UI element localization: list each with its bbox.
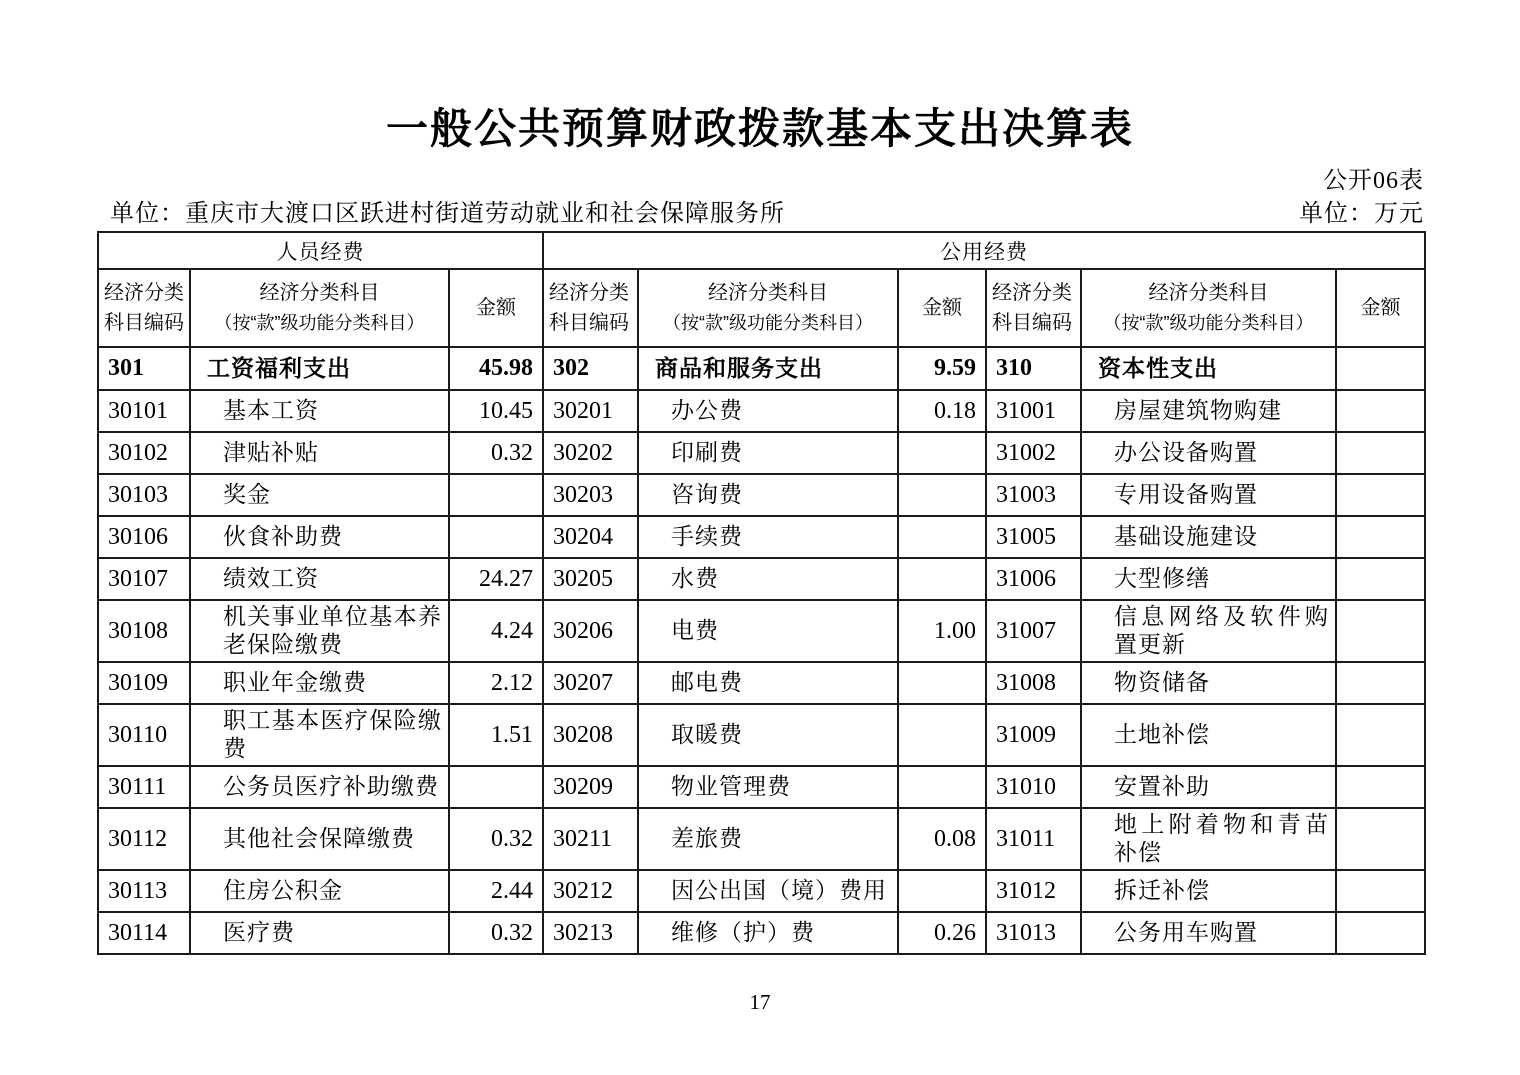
subject-cell: 住房公积金	[190, 870, 449, 912]
amount-cell	[449, 766, 543, 808]
amount-cell: 0.32	[449, 912, 543, 954]
subject-cell: 机关事业单位基本养老保险缴费	[190, 600, 449, 662]
code-cell: 30108	[98, 600, 190, 662]
amount-cell	[1336, 870, 1425, 912]
amount-cell	[1336, 766, 1425, 808]
amount-cell	[1336, 390, 1425, 432]
amount-cell	[449, 516, 543, 558]
header-line: 经济分类	[992, 282, 1072, 304]
amount-cell: 0.26	[898, 912, 986, 954]
amount-cell	[1336, 558, 1425, 600]
amount-cell	[449, 474, 543, 516]
unit-of-measure-label: 单位：万元	[1299, 201, 1424, 227]
code-cell: 31009	[986, 704, 1081, 766]
amount-cell	[1336, 516, 1425, 558]
column-header-amount: 金额	[898, 269, 986, 347]
amount-cell	[1336, 704, 1425, 766]
subject-cell: 地上附着物和青苗补偿	[1081, 808, 1336, 870]
column-header-subject	[190, 269, 449, 347]
code-cell: 30206	[543, 600, 638, 662]
header-line: 经济分类科目	[1148, 282, 1269, 304]
code-cell: 30106	[98, 516, 190, 558]
amount-cell: 2.12	[449, 662, 543, 704]
subject-cell: 办公设备购置	[1081, 432, 1336, 474]
subject-cell: 邮电费	[638, 662, 898, 704]
amount-cell: 1.51	[449, 704, 543, 766]
code-cell: 30110	[98, 704, 190, 766]
code-cell: 30213	[543, 912, 638, 954]
table-row	[98, 870, 1425, 912]
amount-cell: 0.18	[898, 390, 986, 432]
column-header-code	[986, 269, 1081, 347]
subject-cell: 水费	[638, 558, 898, 600]
table-row	[98, 432, 1425, 474]
table-body	[98, 347, 1425, 954]
code-cell: 30202	[543, 432, 638, 474]
subject-cell: 安置补助	[1081, 766, 1336, 808]
subject-cell: 商品和服务支出	[638, 347, 898, 390]
group-header-public: 公用经费	[543, 232, 1425, 269]
column-header-subject	[638, 269, 898, 347]
table-row	[98, 912, 1425, 954]
unit-name-label: 单位：重庆市大渡口区跃进村街道劳动就业和社会保障服务所	[110, 201, 785, 227]
group-header-personnel: 人员经费	[98, 232, 543, 269]
code-cell: 30111	[98, 766, 190, 808]
code-cell: 31012	[986, 870, 1081, 912]
code-cell: 31010	[986, 766, 1081, 808]
subject-cell: 房屋建筑物购建	[1081, 390, 1336, 432]
header-line: 科目编码	[992, 312, 1072, 334]
amount-cell	[1336, 432, 1425, 474]
table-row	[98, 600, 1425, 662]
header-line: 经济分类	[104, 282, 184, 304]
code-cell: 31002	[986, 432, 1081, 474]
subject-cell: 公务员医疗补助缴费	[190, 766, 449, 808]
column-header-subject	[1081, 269, 1336, 347]
column-header-code	[543, 269, 638, 347]
code-cell: 31008	[986, 662, 1081, 704]
table-row	[98, 704, 1425, 766]
amount-cell: 4.24	[449, 600, 543, 662]
subject-cell: 职工基本医疗保险缴费	[190, 704, 449, 766]
header-line: 科目编码	[549, 312, 629, 334]
code-cell: 30102	[98, 432, 190, 474]
sheet-label: 公开06表	[1323, 168, 1424, 194]
code-cell: 301	[98, 347, 190, 390]
code-cell: 310	[986, 347, 1081, 390]
amount-cell	[898, 432, 986, 474]
subject-cell: 办公费	[638, 390, 898, 432]
subject-cell: 绩效工资	[190, 558, 449, 600]
amount-cell: 0.32	[449, 432, 543, 474]
subject-cell: 职业年金缴费	[190, 662, 449, 704]
subject-cell: 基础设施建设	[1081, 516, 1336, 558]
amount-cell	[1336, 474, 1425, 516]
subject-cell: 维修（护）费	[638, 912, 898, 954]
amount-cell	[898, 766, 986, 808]
amount-cell: 0.08	[898, 808, 986, 870]
amount-cell: 0.32	[449, 808, 543, 870]
amount-cell	[1336, 347, 1425, 390]
code-cell: 30101	[98, 390, 190, 432]
code-cell: 30208	[543, 704, 638, 766]
amount-cell: 24.27	[449, 558, 543, 600]
subject-cell: 奖金	[190, 474, 449, 516]
meta-row	[110, 193, 1424, 228]
subject-cell: 专用设备购置	[1081, 474, 1336, 516]
amount-cell	[898, 704, 986, 766]
code-cell: 302	[543, 347, 638, 390]
table-row	[98, 347, 1425, 390]
code-cell: 30114	[98, 912, 190, 954]
subject-cell: 因公出国（境）费用	[638, 870, 898, 912]
code-cell: 31005	[986, 516, 1081, 558]
header-line: （按“款”级功能分类科目）	[1103, 313, 1314, 333]
subject-cell: 差旅费	[638, 808, 898, 870]
subject-cell: 信息网络及软件购置更新	[1081, 600, 1336, 662]
code-cell: 30205	[543, 558, 638, 600]
table-row	[98, 516, 1425, 558]
page-title: 一般公共预算财政拨款基本支出决算表	[385, 105, 1134, 152]
table-row	[98, 808, 1425, 870]
table-row	[98, 558, 1425, 600]
subject-cell: 津贴补贴	[190, 432, 449, 474]
group-header-row	[98, 232, 1425, 269]
code-cell: 31011	[986, 808, 1081, 870]
table-row	[98, 766, 1425, 808]
table-row	[98, 662, 1425, 704]
column-header-row	[98, 269, 1425, 347]
column-header-code	[98, 269, 190, 347]
subject-cell: 基本工资	[190, 390, 449, 432]
amount-cell: 45.98	[449, 347, 543, 390]
subject-cell: 电费	[638, 600, 898, 662]
subject-cell: 伙食补助费	[190, 516, 449, 558]
header-line: （按“款”级功能分类科目）	[214, 313, 425, 333]
code-cell: 30212	[543, 870, 638, 912]
code-cell: 31006	[986, 558, 1081, 600]
amount-cell: 9.59	[898, 347, 986, 390]
header-line: 经济分类	[549, 282, 629, 304]
header-line: 经济分类科目	[259, 282, 380, 304]
code-cell: 31001	[986, 390, 1081, 432]
subject-cell: 物资储备	[1081, 662, 1336, 704]
subject-cell: 医疗费	[190, 912, 449, 954]
column-header-amount: 金额	[1336, 269, 1425, 347]
subject-cell: 咨询费	[638, 474, 898, 516]
amount-cell: 10.45	[449, 390, 543, 432]
code-cell: 30211	[543, 808, 638, 870]
code-cell: 30113	[98, 870, 190, 912]
table-row	[98, 474, 1425, 516]
code-cell: 30109	[98, 662, 190, 704]
amount-cell	[898, 662, 986, 704]
code-cell: 30207	[543, 662, 638, 704]
column-header-amount: 金额	[449, 269, 543, 347]
amount-cell	[1336, 662, 1425, 704]
code-cell: 30107	[98, 558, 190, 600]
amount-cell	[898, 558, 986, 600]
amount-cell: 1.00	[898, 600, 986, 662]
code-cell: 30204	[543, 516, 638, 558]
subject-cell: 取暖费	[638, 704, 898, 766]
subject-cell: 资本性支出	[1081, 347, 1336, 390]
code-cell: 30203	[543, 474, 638, 516]
amount-cell	[1336, 600, 1425, 662]
code-cell: 31007	[986, 600, 1081, 662]
code-cell: 30112	[98, 808, 190, 870]
amount-cell	[1336, 808, 1425, 870]
subject-cell: 手续费	[638, 516, 898, 558]
amount-cell: 2.44	[449, 870, 543, 912]
subject-cell: 印刷费	[638, 432, 898, 474]
code-cell: 30209	[543, 766, 638, 808]
subject-cell: 工资福利支出	[190, 347, 449, 390]
amount-cell	[898, 474, 986, 516]
subject-cell: 大型修缮	[1081, 558, 1336, 600]
subject-cell: 其他社会保障缴费	[190, 808, 449, 870]
table-row	[98, 390, 1425, 432]
subject-cell: 拆迁补偿	[1081, 870, 1336, 912]
budget-table	[97, 231, 1426, 955]
subject-cell: 物业管理费	[638, 766, 898, 808]
code-cell: 30201	[543, 390, 638, 432]
page-number: 17	[749, 990, 771, 1014]
header-line: （按“款”级功能分类科目）	[663, 313, 873, 333]
subject-cell: 土地补偿	[1081, 704, 1336, 766]
header-line: 科目编码	[104, 312, 184, 334]
amount-cell	[898, 516, 986, 558]
amount-cell	[898, 870, 986, 912]
subject-cell: 公务用车购置	[1081, 912, 1336, 954]
code-cell: 30103	[98, 474, 190, 516]
code-cell: 31003	[986, 474, 1081, 516]
header-line: 经济分类科目	[708, 282, 828, 304]
code-cell: 31013	[986, 912, 1081, 954]
amount-cell	[1336, 912, 1425, 954]
